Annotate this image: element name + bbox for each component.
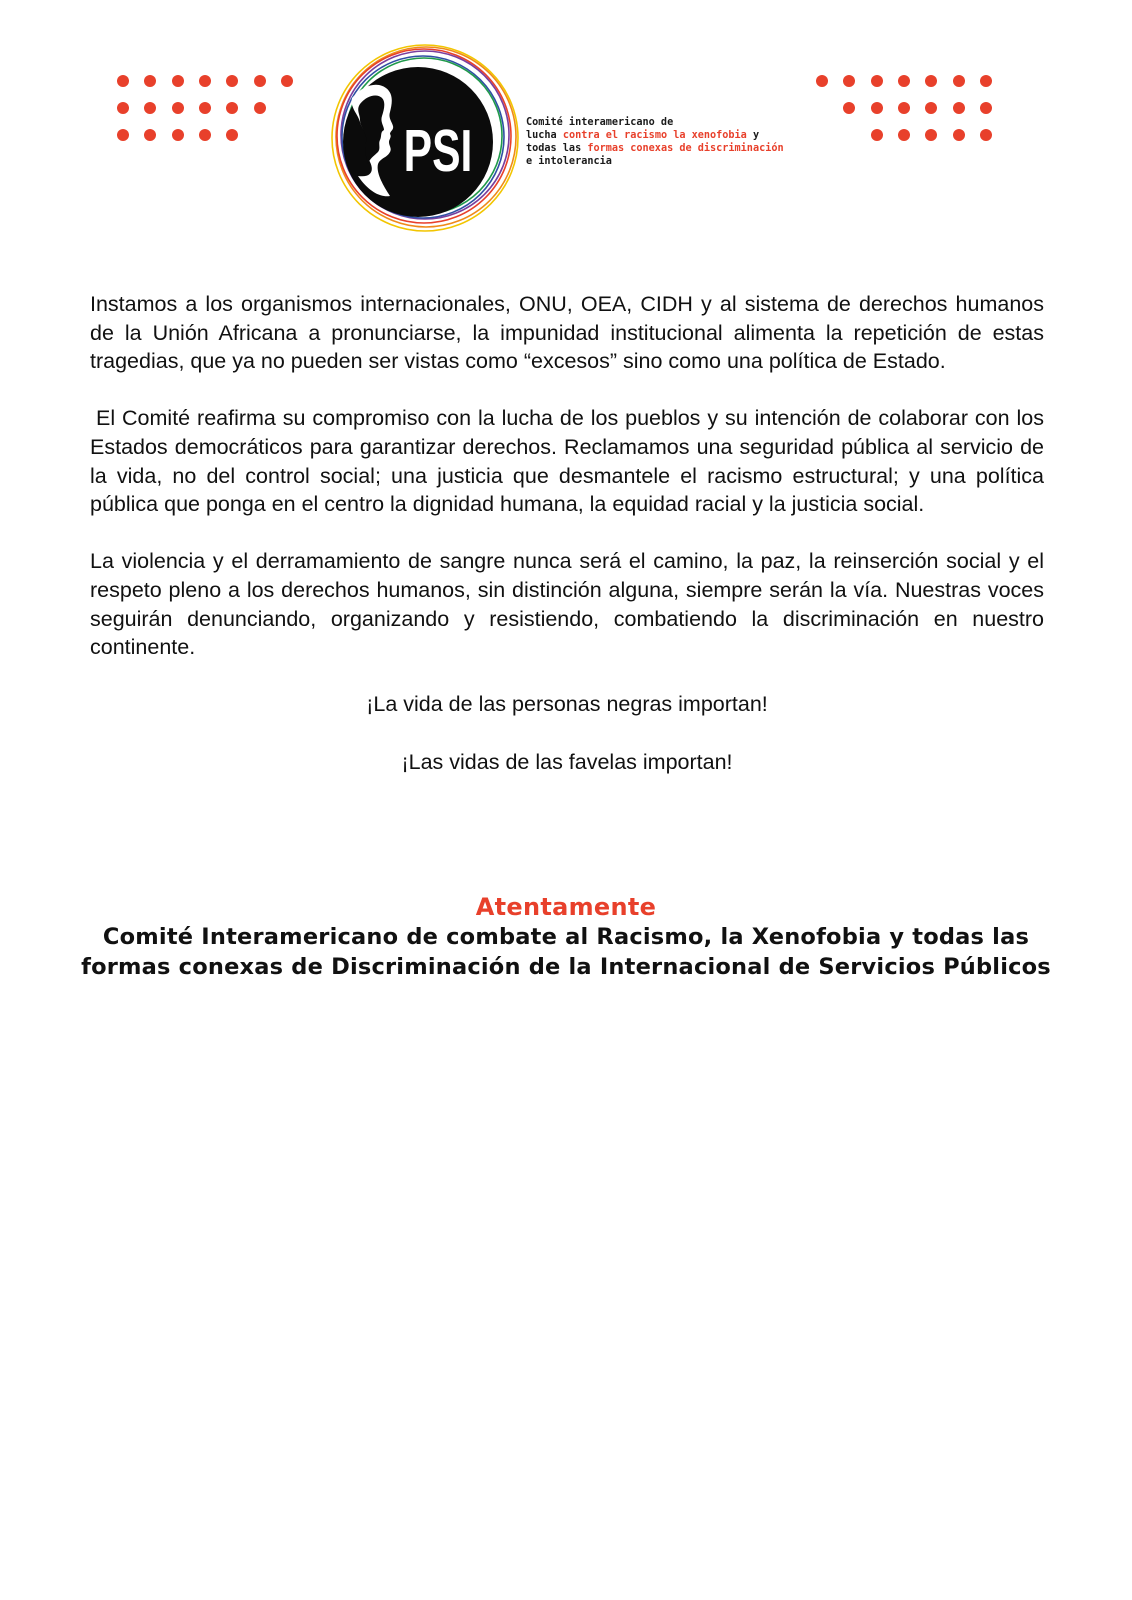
closing-salutation: Atentamente: [475, 893, 657, 921]
caption-fragment-highlight: contra el racismo la xenofobia: [562, 130, 747, 141]
decorative-dot: [953, 129, 965, 141]
decorative-dot: [144, 129, 156, 141]
decorative-dot: [843, 75, 855, 87]
logo-wordmark: PSI: [403, 118, 473, 185]
decorative-dot: [254, 102, 266, 114]
page-header: [0, 0, 1132, 250]
logo-caption-line: e intolerancia: [526, 156, 612, 167]
logo-caption: [526, 116, 784, 168]
decorative-dot: [199, 75, 211, 87]
decorative-dot: [117, 129, 129, 141]
decorative-dot: [144, 75, 156, 87]
decorative-dot: [172, 129, 184, 141]
decorative-dot: [816, 75, 828, 87]
decorative-dot: [117, 75, 129, 87]
caption-fragment: todas las: [526, 143, 588, 154]
signature-block: [0, 892, 1132, 982]
slogan: ¡Las vidas de las favelas importan!: [401, 749, 733, 774]
body-paragraph: El Comité reafirma su compromiso con la lucha de los pueblos y su intención de colaborar con los Estados democráticos para garantizar derechos. Reclamamos una seguridad pública al servicio de la vida, no del control social; una justicia que desmantele el racismo estructural; y una política pública que ponga en el centro la dignidad humana, la equidad racial y la justicia social.: [90, 406, 1044, 517]
decorative-dot: [925, 129, 937, 141]
psi-logo: [330, 38, 520, 233]
decorative-dot: [925, 102, 937, 114]
body-paragraph: Instamos a los organismos internacionales, ONU, OEA, CIDH y al sistema de derechos humanos de la Unión Africana a pronunciarse, la impunidad institucional alimenta la repetición de estas tragedias, que ya no pueden ser vistas como “excesos” sino como una política de Estado.: [90, 292, 1044, 374]
decorative-dot: [980, 102, 992, 114]
letter-body: [90, 290, 1044, 805]
decorative-dot: [254, 75, 266, 87]
decorative-dot: [980, 129, 992, 141]
decorative-dot: [898, 129, 910, 141]
decorative-dot: [117, 102, 129, 114]
decorative-dot: [172, 75, 184, 87]
decorative-dot: [144, 102, 156, 114]
decorative-dot: [953, 75, 965, 87]
decorative-dot: [925, 75, 937, 87]
body-paragraph: La violencia y el derramamiento de sangre nunca será el camino, la paz, la reinserción social y el respeto pleno a los derechos humanos, sin distinción alguna, siempre serán la vía. Nuestras voces seguirán denunciando, organizando y resistiendo, combatiendo la discriminación en nuestro continente.: [90, 549, 1044, 660]
decorative-dot: [226, 129, 238, 141]
decorative-dot: [843, 102, 855, 114]
logo-caption-line: Comité interamericano de: [526, 117, 674, 128]
signatory-line: formas conexas de Discriminación de la Internacional de Servicios Públicos: [81, 954, 1051, 980]
signatory-line: Comité Interamericano de combate al Racismo, la Xenofobia y todas las: [102, 924, 1030, 950]
decorative-dot: [281, 75, 293, 87]
slogan: ¡La vida de las personas negras importan!: [366, 692, 768, 717]
decorative-dot: [199, 102, 211, 114]
decorative-dot: [871, 102, 883, 114]
caption-fragment: lucha: [526, 130, 563, 141]
decorative-dot: [172, 102, 184, 114]
decorative-dot: [226, 75, 238, 87]
decorative-dot: [898, 75, 910, 87]
logo-caption-line: [526, 142, 784, 155]
logo-caption-line: [526, 129, 784, 142]
decorative-dot: [871, 75, 883, 87]
decorative-dot: [953, 102, 965, 114]
decorative-dot: [199, 129, 211, 141]
caption-fragment: y: [746, 130, 760, 141]
decorative-dot: [226, 102, 238, 114]
decorative-dot: [898, 102, 910, 114]
decorative-dot: [871, 129, 883, 141]
decorative-dot: [980, 75, 992, 87]
caption-fragment-highlight: formas conexas de discriminación: [587, 143, 784, 154]
